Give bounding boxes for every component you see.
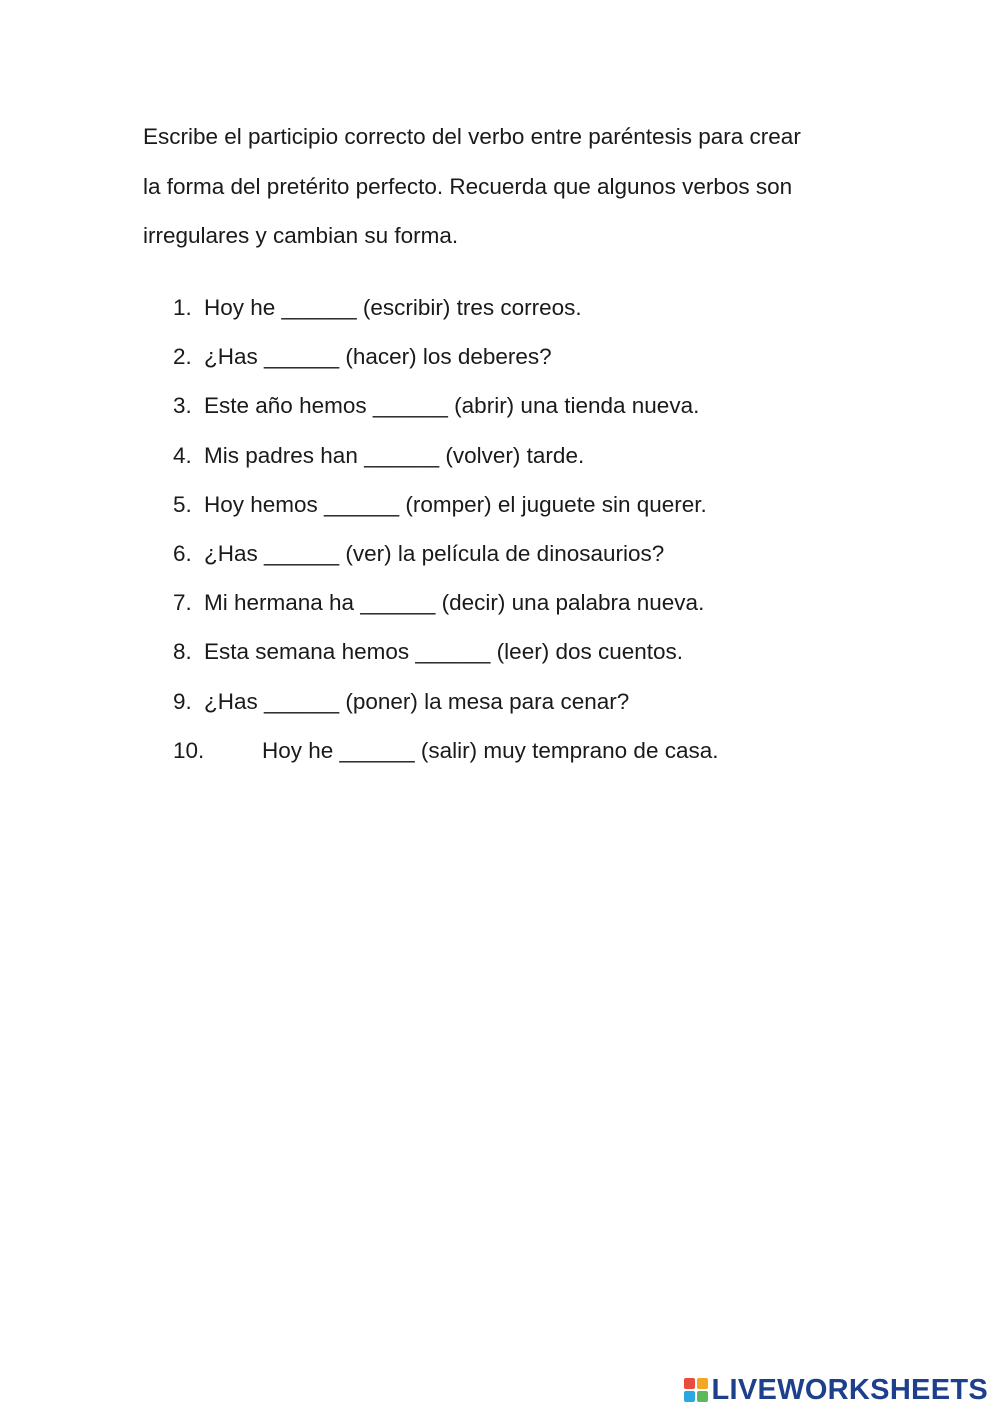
exercise-number: 2. bbox=[173, 344, 192, 370]
instructions-line-2: la forma del pretérito perfecto. Recuerda que algunos verbos son bbox=[143, 173, 793, 199]
exercise-item-8 bbox=[173, 627, 718, 676]
exercise-item-5 bbox=[173, 480, 718, 529]
exercise-item-2 bbox=[173, 332, 718, 381]
exercise-number: 9. bbox=[173, 688, 192, 714]
logo-square-blue bbox=[684, 1391, 695, 1402]
liveworksheets-brand[interactable] bbox=[684, 1373, 989, 1407]
exercise-item-7 bbox=[173, 578, 718, 627]
exercise-text: Hoy hemos ______ (romper) el juguete sin querer. bbox=[204, 491, 707, 517]
exercise-item-10 bbox=[173, 726, 718, 775]
logo-square-orange bbox=[697, 1378, 708, 1389]
liveworksheets-logo-icon bbox=[684, 1378, 708, 1402]
exercise-text: Hoy he ______ (escribir) tres correos. bbox=[204, 295, 582, 320]
logo-square-green bbox=[697, 1391, 708, 1402]
instructions-paragraph bbox=[143, 112, 873, 261]
exercise-number: 1. bbox=[173, 295, 192, 320]
exercise-item-9 bbox=[173, 677, 718, 726]
exercise-item-6 bbox=[173, 529, 718, 578]
exercise-text: ¿Has ______ (hacer) los deberes? bbox=[204, 344, 552, 370]
exercise-text: Este año hemos ______ (abrir) una tienda nueva. bbox=[204, 393, 700, 419]
exercise-number: 3. bbox=[173, 393, 192, 419]
exercise-number: 8. bbox=[173, 639, 192, 665]
exercise-item-4 bbox=[173, 431, 718, 480]
brand-name: LIVEWORKSHEETS bbox=[711, 1373, 988, 1406]
instructions-line-3: irregulares y cambian su forma. bbox=[143, 223, 459, 248]
instructions-line-1: Escribe el participio correcto del verbo entre paréntesis para crear bbox=[143, 124, 801, 149]
exercise-number: 5. bbox=[173, 491, 192, 517]
exercise-item-1 bbox=[173, 283, 718, 332]
exercise-number: 4. bbox=[173, 442, 192, 468]
exercise-text: ¿Has ______ (ver) la película de dinosaurios? bbox=[204, 540, 665, 566]
exercise-text: Mis padres han ______ (volver) tarde. bbox=[204, 442, 585, 468]
exercise-number: 7. bbox=[173, 590, 192, 616]
exercise-number: 10. bbox=[173, 737, 205, 763]
exercise-text: Esta semana hemos ______ (leer) dos cuentos. bbox=[204, 639, 684, 665]
exercise-text: Hoy he ______ (salir) muy temprano de casa. bbox=[262, 737, 719, 763]
exercise-list bbox=[173, 283, 718, 775]
logo-square-red bbox=[684, 1378, 695, 1389]
exercise-item-3 bbox=[173, 381, 718, 430]
exercise-text: Mi hermana ha ______ (decir) una palabra nueva. bbox=[204, 590, 705, 616]
exercise-number: 6. bbox=[173, 540, 192, 566]
exercise-text: ¿Has ______ (poner) la mesa para cenar? bbox=[204, 688, 630, 714]
